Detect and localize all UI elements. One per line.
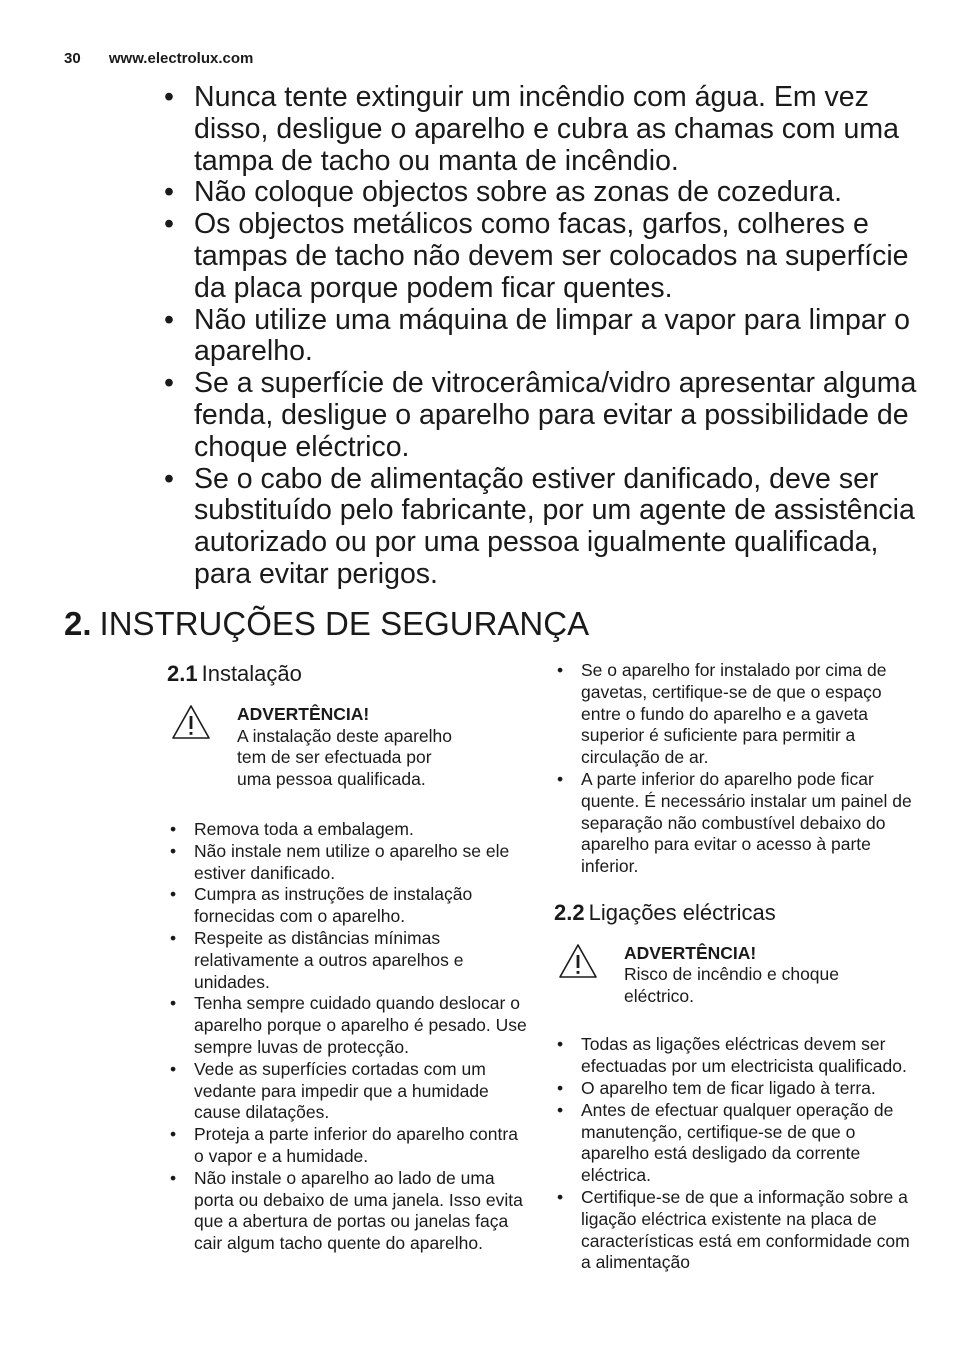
subsection-heading-installation [167,660,527,688]
installation-list [167,819,527,1255]
list-item: • Cumpra as instruções de instalação fornecidas com o aparelho. [170,884,473,927]
list-item: • Se o cabo de alimentação estiver danificado, deve ser substituído pelo fabricante, por um agente de assistência autorizado ou por uma pessoa igualmente qualificada, para evitar perigos. [164,462,915,590]
list-item: • Remova toda a embalagem. [170,819,414,839]
electrical-list [554,1034,914,1274]
safety-bullet-list [164,82,924,591]
list-item: • Certifique-se de que a informação sobre a ligação eléctrica existente na placa de características está em conformidade com a alimentação [557,1187,910,1273]
list-item: • Tenha sempre cuidado quando deslocar o aparelho porque o aparelho é pesado. Use sempre luvas de protecção. [170,993,527,1057]
list-item: • Não coloque objectos sobre as zonas de cozedura. [164,176,842,209]
subsection-title: Ligações eléctricas [588,899,776,925]
list-item: • A parte inferior do aparelho pode ficar quente. É necessário instalar um painel de separação não combustível debaixo do aparelho para evitar o acesso à parte inferior. [557,768,912,877]
bullet-icon: • [170,884,177,905]
section-number: 2. [64,605,92,642]
warning-text-line: tem de ser efectuada por [237,747,432,767]
list-item: • Antes de efectuar qualquer operação de manutenção, certifique-se de que o aparelho está desligado da corrente eléctrica. [557,1099,894,1186]
bullet-icon: • [164,208,174,241]
bullet-icon: • [557,768,564,789]
bullet-icon: • [557,1099,564,1120]
subsection-title: Instalação [201,661,302,686]
warning-text-line: uma pessoa qualificada. [237,768,426,789]
list-item: • Não instale nem utilize o aparelho se ele estiver danificado. [170,840,510,883]
page-header [64,50,253,67]
list-item: • Se a superfície de vitrocerâmica/vidro apresentar alguma fenda, desligue o aparelho para evitar a possibilidade de choque eléctrico. [164,367,917,463]
bullet-icon: • [164,303,174,336]
left-column [167,660,527,1255]
bullet-icon: • [170,819,177,839]
warning-title: ADVERTÊNCIA! [624,942,757,963]
page-number: 30 [64,50,81,67]
list-item: • Vede as superfícies cortadas com um vedante para impedir que a humidade cause dilatações. [170,1058,489,1123]
warning-box [167,704,527,790]
list-item: • Se o aparelho for instalado por cima de gavetas, certifique-se de que o espaço entre o fundo do aparelho e a gaveta superior é suficiente para permitir a circulação de ar. [557,660,887,768]
bullet-icon: • [170,927,177,948]
bullet-icon: • [170,1167,177,1188]
right-column [554,660,914,1274]
warning-title: ADVERTÊNCIA! [237,704,370,724]
installation-list-continued [554,660,914,878]
bullet-icon: • [170,840,177,861]
list-item: • Os objectos metálicos como facas, garfos, colheres e tampas de tacho não devem ser colocados na superfície da placa porque podem ficar quentes. [164,208,909,304]
bullet-icon: • [164,367,174,400]
bullet-icon: • [170,1124,177,1145]
bullet-icon: • [557,660,564,680]
list-item: • O aparelho tem de ficar ligado à terra. [557,1078,876,1099]
subsection-number: 2.1 [167,661,198,686]
section-title: INSTRUÇÕES DE SEGURANÇA [99,605,590,642]
bullet-icon: • [164,81,174,113]
warning-text-line: eléctrico. [624,985,695,1006]
bullet-icon: • [557,1078,564,1099]
bullet-icon: • [557,1034,564,1055]
list-item: • Respeite as distâncias mínimas relativamente a outros aparelhos e unidades. [170,927,464,992]
warning-text-line: A instalação deste aparelho [237,725,453,746]
warning-box [554,943,914,1008]
bullet-icon: • [164,462,174,495]
list-item: • Todas as ligações eléctricas devem ser efectuadas por um electricista qualificado. [557,1034,907,1077]
warning-triangle-icon [558,943,598,979]
list-item: • Não utilize uma máquina de limpar a vapor para limpar o aparelho. [164,303,911,368]
warning-triangle-icon [171,704,211,740]
website-link[interactable]: www.electrolux.com [108,50,254,67]
list-item: • Nunca tente extinguir um incêndio com água. Em vez disso, desligue o aparelho e cubra as chamas com uma tampa de tacho ou manta de incêndio. [164,81,899,177]
bullet-icon: • [170,1058,177,1079]
list-item: • Não instale o aparelho ao lado de uma porta ou debaixo de uma janela. Isso evita que a abertura de portas ou janelas faça cair algum tacho quente do aparelho. [170,1167,523,1254]
bullet-icon: • [557,1187,564,1208]
subsection-number: 2.2 [554,899,585,925]
bullet-icon: • [164,176,174,209]
bullet-icon: • [170,993,177,1014]
list-item: • Proteja a parte inferior do aparelho contra o vapor e a humidade. [170,1124,518,1166]
warning-text-line: Risco de incêndio e choque [624,964,840,985]
section-heading [64,604,589,644]
subsection-heading-electrical [554,899,914,927]
